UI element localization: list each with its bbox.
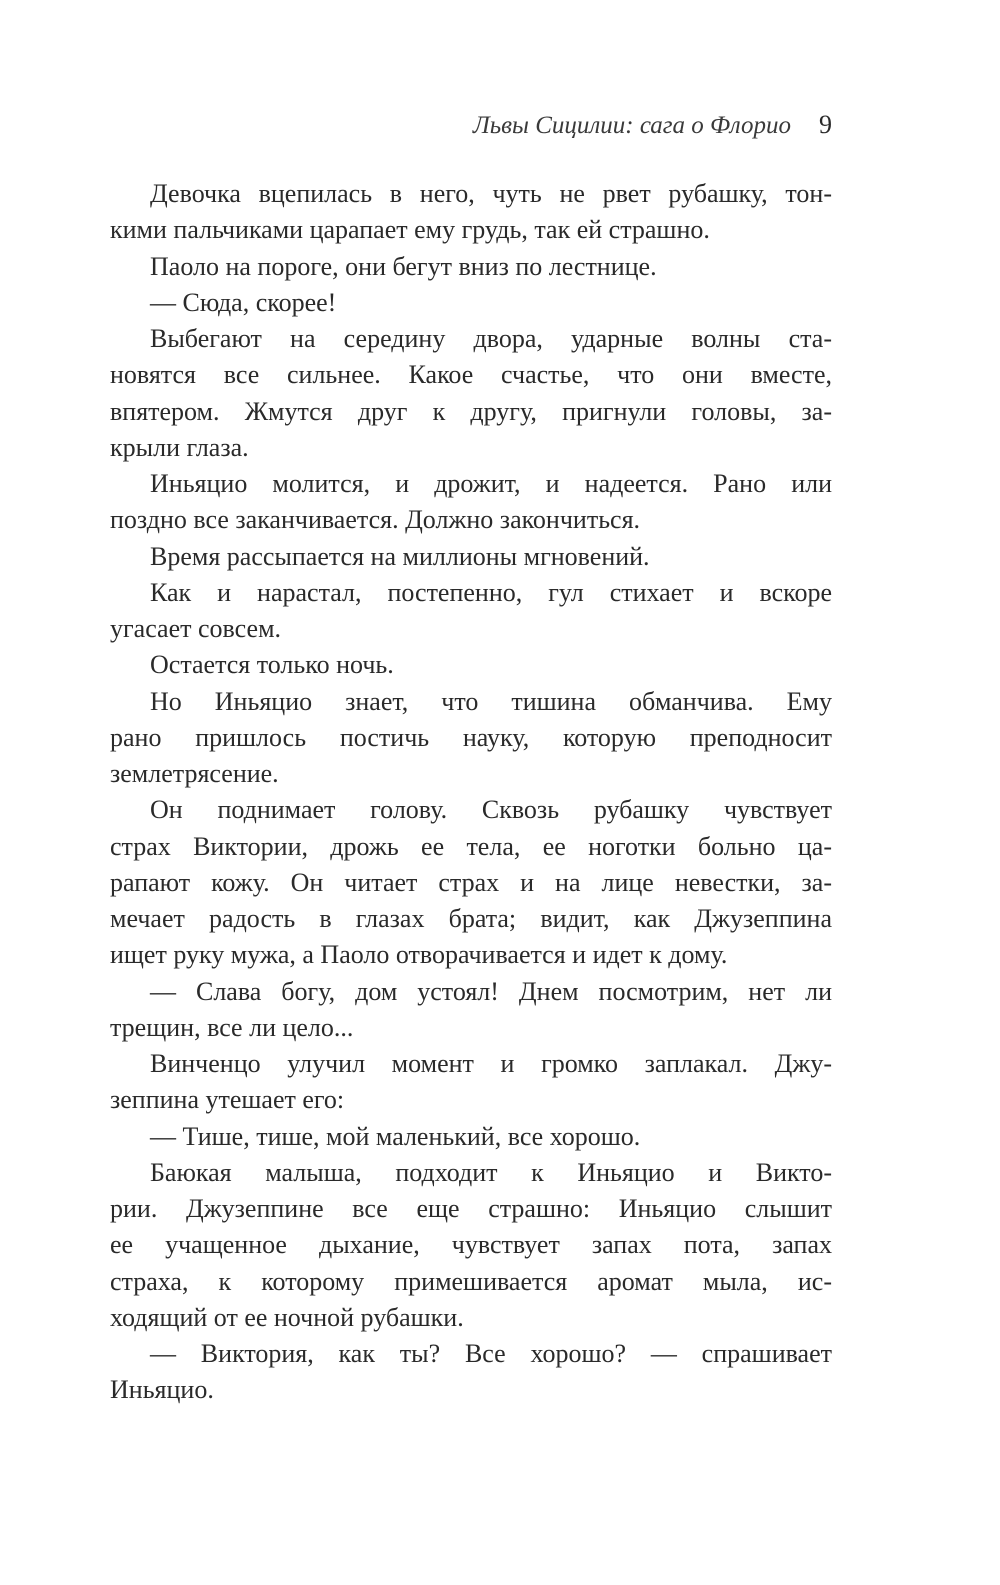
- text-line: Иньяцио молится, и дрожит, и надеется. Рано или: [150, 469, 832, 498]
- text-line: рии. Джузеппине все еще страшно: Иньяцио слышит: [110, 1194, 832, 1223]
- running-title: Львы Сицилии: сага о Флорио: [472, 112, 791, 139]
- text-line: трещин, все ли цело...: [110, 1012, 354, 1042]
- text-line: Как и нарастал, постепенно, гул стихает и вскоре: [150, 577, 832, 607]
- text-line: Он поднимает голову. Сквозь рубашку чувствует: [150, 795, 832, 825]
- text-line: новятся все сильнее. Какое счастье, что они вместе,: [110, 360, 832, 390]
- text-line: Время рассыпается на миллионы мгновений.: [150, 541, 650, 571]
- text-line: Иньяцио.: [110, 1375, 214, 1405]
- text-line: ее учащенное дыхание, чувствует запах пота, запах: [110, 1230, 832, 1260]
- text-line: — Тише, тише, мой маленький, все хорошо.: [150, 1121, 641, 1151]
- text-line: страха, к которому примешивается аромат мыла, ис-: [110, 1266, 832, 1296]
- text-line: — Слава богу, дом устоял! Днем посмотрим, нет ли: [150, 976, 832, 1006]
- text-line: мечает радость в глазах брата; видит, как Джузеппина: [110, 904, 832, 933]
- page-number: 9: [819, 110, 832, 139]
- text-line: поздно все заканчивается. Должно закончиться.: [110, 505, 641, 535]
- text-line: рапают кожу. Он читает страх и на лице невестки, за-: [110, 867, 832, 897]
- text-line: Паоло на пороге, они бегут вниз по лестнице.: [150, 251, 657, 281]
- text-line: — Виктория, как ты? Все хорошо? — спрашивает: [150, 1339, 832, 1368]
- text-line: Остается только ночь.: [150, 650, 394, 680]
- text-line: страх Виктории, дрожь ее тела, ее ноготки больно ца-: [110, 831, 832, 861]
- running-header: [473, 110, 832, 140]
- text-line: — Сюда, скорее!: [150, 287, 337, 317]
- text-line: крыли глаза.: [110, 432, 249, 462]
- text-line: Винченцо улучил момент и громко заплакал. Джу-: [150, 1049, 832, 1078]
- text-line: впятером. Жмутся друг к другу, пригнули головы, за-: [110, 396, 832, 426]
- text-line: рано пришлось постичь науку, которую преподносит: [110, 722, 832, 752]
- text-line: ищет руку мужа, а Паоло отворачивается и идет к дому.: [110, 940, 728, 970]
- body-text: [110, 176, 832, 1409]
- text-line: землетрясение.: [110, 759, 279, 788]
- text-line: кими пальчиками царапает ему грудь, так ей страшно.: [110, 215, 710, 245]
- text-line: угасает совсем.: [110, 614, 282, 643]
- text-line: Баюкая малыша, подходит к Иньяцио и Викто-: [150, 1157, 832, 1187]
- text-line: Но Иньяцио знает, что тишина обманчива. Ему: [150, 686, 832, 716]
- text-line: Выбегают на середину двора, ударные волны ста-: [150, 324, 832, 353]
- text-line: Девочка вцепилась в него, чуть не рвет рубашку, тон-: [150, 179, 832, 208]
- text-line: зеппина утешает его:: [110, 1085, 345, 1115]
- text-line: ходящий от ее ночной рубашки.: [110, 1302, 464, 1332]
